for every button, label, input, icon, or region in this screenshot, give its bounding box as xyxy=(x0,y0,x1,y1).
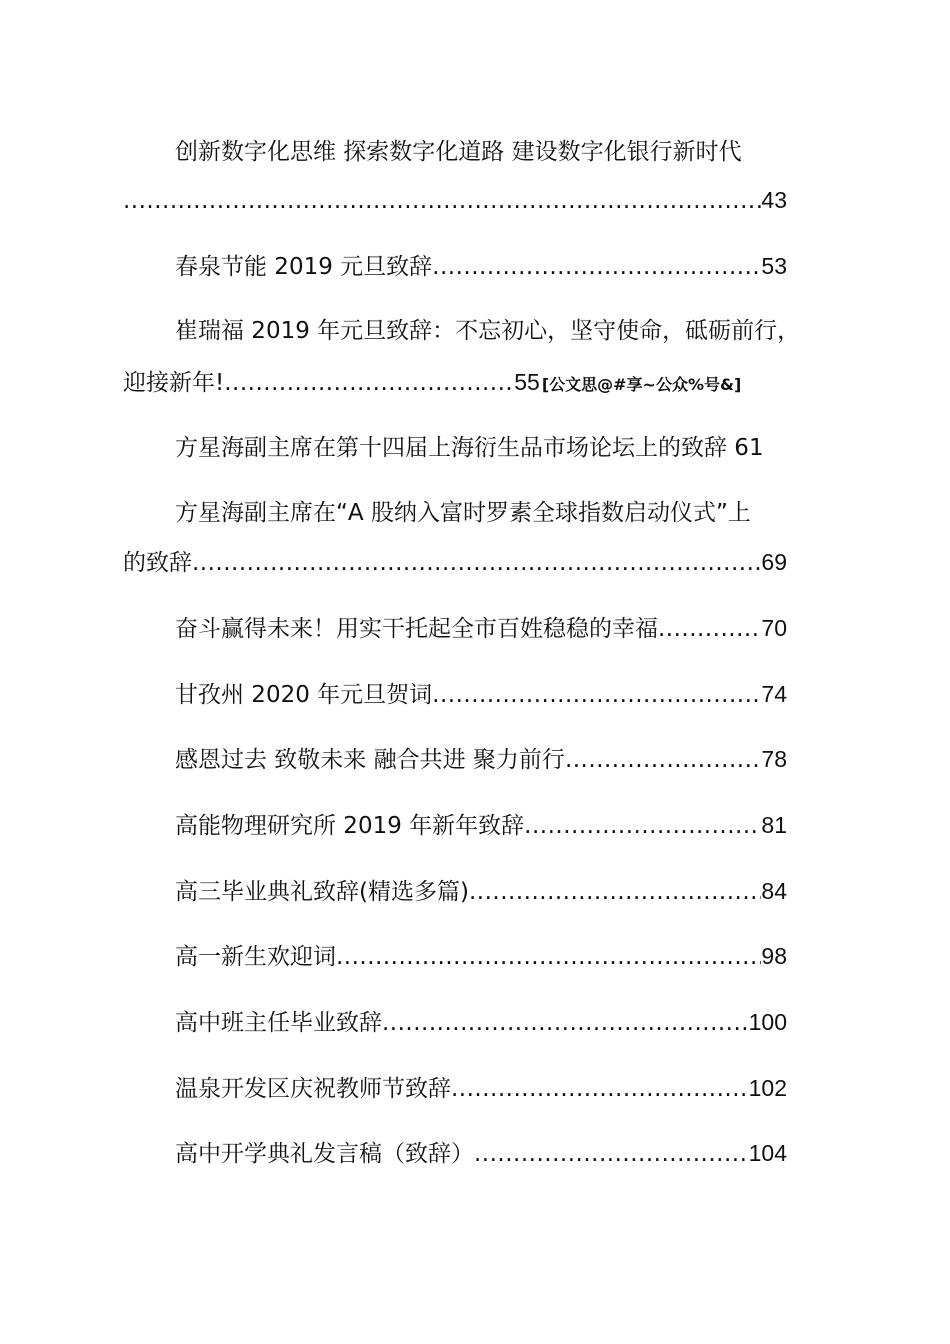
toc-leader-dots xyxy=(432,250,761,284)
toc-entry[interactable] xyxy=(175,431,845,465)
toc-page-number: 102 xyxy=(748,1075,787,1101)
toc-leader-dots xyxy=(432,678,761,712)
toc-page-number: 78 xyxy=(761,746,787,772)
toc-entry-title-line[interactable] xyxy=(175,314,845,348)
toc-entry-title: 创新数字化思维 探索数字化道路 建设数字化银行新时代 xyxy=(175,139,742,165)
toc-entry-title: 高能物理研究所 2019 年新年致辞 xyxy=(175,813,525,839)
toc-entry-title: 感恩过去 致敬未来 融合共进 聚力前行 xyxy=(175,747,565,773)
toc-entry-title: 方星海副主席在“A 股纳入富时罗素全球指数启动仪式”上 xyxy=(175,500,751,526)
toc-entry-leader-line[interactable] xyxy=(123,545,787,579)
watermark-note: [公文思@#享~公众%号&] xyxy=(541,375,742,394)
toc-entry[interactable] xyxy=(175,874,787,908)
toc-entry-title: 高三毕业典礼致辞(精选多篇) xyxy=(175,879,469,905)
toc-entry-title-continued: 迎接新年! xyxy=(123,370,225,396)
toc-entry[interactable] xyxy=(175,249,787,283)
toc-leader-dots xyxy=(382,1006,749,1040)
toc-entry-title: 高中班主任毕业致辞 xyxy=(175,1010,382,1036)
toc-entry-leader-line[interactable] xyxy=(123,183,787,217)
toc-entry[interactable] xyxy=(175,611,787,645)
toc-entry[interactable] xyxy=(175,742,787,776)
toc-entry[interactable] xyxy=(175,1071,787,1105)
toc-page-number: 98 xyxy=(761,943,787,969)
toc-leader-dots xyxy=(565,743,761,777)
toc-page-number: 81 xyxy=(761,812,787,838)
toc-leader-dots xyxy=(524,809,761,843)
toc-leader-dots xyxy=(474,1137,749,1171)
toc-entry-title-line[interactable] xyxy=(175,496,845,530)
toc-entry-title: 甘孜州 2020 年元旦贺词 xyxy=(175,682,433,708)
toc-entry[interactable] xyxy=(175,1005,787,1039)
toc-leader-dots xyxy=(123,184,761,218)
toc-entry[interactable] xyxy=(175,939,787,973)
toc-leader-dots xyxy=(451,1072,749,1106)
toc-page-number: 84 xyxy=(761,878,787,904)
toc-entry-title: 奋斗赢得未来！用实干托起全市百姓稳稳的幸福 xyxy=(175,616,658,642)
toc-entry-title: 高中开学典礼发言稿（致辞） xyxy=(175,1141,474,1167)
toc-page-number: 100 xyxy=(748,1009,787,1035)
toc-page-number: 43 xyxy=(761,187,787,213)
toc-entry-title: 春泉节能 2019 元旦致辞 xyxy=(175,254,433,280)
toc-leader-dots xyxy=(192,546,761,580)
toc-entry-title: 方星海副主席在第十四届上海衍生品市场论坛上的致辞 61 xyxy=(175,435,764,461)
toc-page-number: 69 xyxy=(761,549,787,575)
toc-entry-title: 温泉开发区庆祝教师节致辞 xyxy=(175,1076,451,1102)
toc-leader-dots xyxy=(224,366,514,400)
toc-entry-title-line[interactable] xyxy=(175,135,845,169)
toc-page-number: 55 xyxy=(514,369,540,395)
toc-entry-leader-line[interactable] xyxy=(123,365,863,399)
toc-entry[interactable] xyxy=(175,1136,787,1170)
toc-leader-dots xyxy=(658,612,761,646)
toc-page-number: 53 xyxy=(761,253,787,279)
toc-entry-title-continued: 的致辞 xyxy=(123,550,192,576)
toc-entry-title: 高一新生欢迎词 xyxy=(175,944,336,970)
toc-entry[interactable] xyxy=(175,808,787,842)
toc-entry[interactable] xyxy=(175,677,787,711)
toc-entry-title: 崔瑞福 2019 年元旦致辞：不忘初心，坚守使命，砥砺前行， xyxy=(175,318,801,344)
toc-page-number: 74 xyxy=(761,681,787,707)
toc-page-number: 104 xyxy=(748,1140,787,1166)
toc-page-number: 70 xyxy=(761,615,787,641)
toc-leader-dots xyxy=(469,875,761,909)
toc-leader-dots xyxy=(336,940,761,974)
